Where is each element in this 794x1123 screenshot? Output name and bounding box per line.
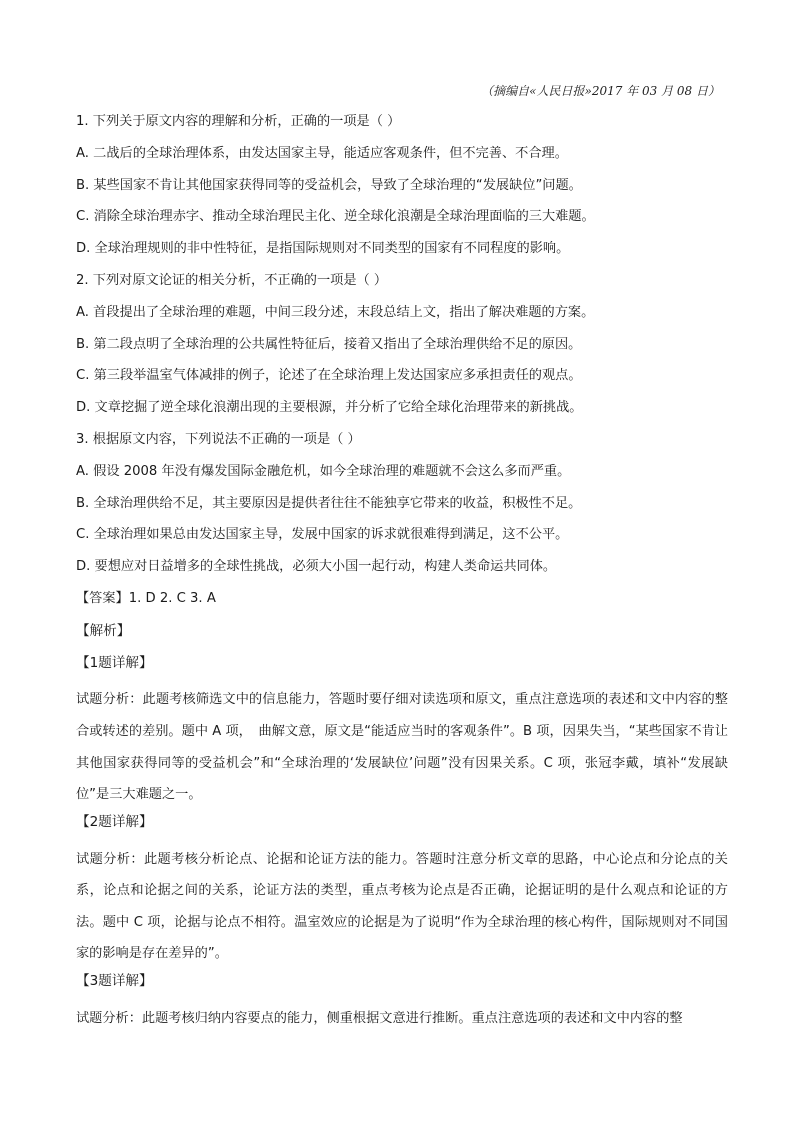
detail-heading: 【2题详解】 <box>76 813 153 830</box>
question-stem: 3. 根据原文内容，下列说法不正确的一项是（ ） <box>76 431 361 447</box>
detail-1 <box>76 653 728 811</box>
detail-heading: 【1题详解】 <box>76 654 153 671</box>
question-2 <box>76 271 728 418</box>
option-a: A. 二战后的全球治理体系，由发达国家主导，能适应客观条件，但不完善、不合理。 <box>76 145 568 161</box>
option-d: D. 文章挖掘了逆全球化浪潮出现的主要根源，并分析了它给全球化治理带来的新挑战。 <box>76 400 583 416</box>
answer-line: 【答案】1. D 2. C 3. A <box>76 590 216 606</box>
source-note: （摘编自«人民日报»2017 年 03 月 08 日） <box>481 84 720 98</box>
option-b: B. 某些国家不肯让其他国家获得同等的受益机会，导致了全球治理的“发展缺位”问题。 <box>76 177 582 193</box>
detail-text: 试题分析：此题考核分析论点、论据和论证方法的能力。答题时注意分析文章的思路，中心论点和分论点的关系，论点和论据之间的关系，论证方法的类型，重点考核为论点是否正确，论据证明的是什么观点和论证的方法。题中 C 项，论据与论点不相符。温室效应的论据是为了说明“作为全球治理的核心构件，国际规则对不同国家的影响是存在差异的”。 <box>76 851 728 962</box>
question-1 <box>76 112 728 259</box>
question-stem: 1. 下列关于原文内容的理解和分析，正确的一项是（ ） <box>76 114 401 129</box>
option-b: B. 第二段点明了全球治理的公共属性特征后，接着又指出了全球治理供给不足的原因。 <box>76 336 582 352</box>
option-c: C. 第三段举温室气体减排的例子，论述了在全球治理上发达国家应多承担责任的观点。 <box>76 368 582 384</box>
detail-heading: 【3题详解】 <box>76 972 153 989</box>
option-c: C. 消除全球治理赤字、推动全球治理民主化、逆全球化浪潮是全球治理面临的三大难题。 <box>76 209 595 225</box>
detail-text: 试题分析：此题考核筛选文中的信息能力，答题时要仔细对读选项和原文，重点注意选项的表述和文中内容的整合或转述的差别。题中 A 项， 曲解文意，原文是“能适应当时的客观条件”。B 项，因果失当，“某些国家不肯让其他国家获得同等的受益机会”和“全球治理的‘发展缺位’问题”没有因果关系。C 项，张冠李戴，填补“发展缺位”是三大难题之一。 <box>76 692 728 803</box>
question-3 <box>76 430 728 577</box>
detail-3 <box>76 971 728 1034</box>
analysis-heading: 【解析】 <box>76 622 131 639</box>
option-d: D. 全球治理规则的非中性特征，是指国际规则对不同类型的国家有不同程度的影响。 <box>76 241 570 257</box>
detail-text: 试题分析：此题考核归纳内容要点的能力，侧重根据文意进行推断。重点注意选项的表述和文中内容的整 <box>76 1010 683 1026</box>
option-c: C. 全球治理如果总由发达国家主导，发展中国家的诉求就很难得到满足，这不公平。 <box>76 527 569 543</box>
option-a: A. 首段提出了全球治理的难题，中间三段分述，末段总结上文，指出了解决难题的方案。 <box>76 304 595 320</box>
detail-2 <box>76 812 728 970</box>
document-content <box>76 112 728 1035</box>
option-b: B. 全球治理供给不足，其主要原因是提供者往往不能独享它带来的收益，积极性不足。 <box>76 495 582 511</box>
option-a: A. 假设 2008 年没有爆发国际金融危机，如今全球治理的难题就不会这么多而严重。 <box>76 463 571 479</box>
option-d: D. 要想应对日益增多的全球性挑战，必须大小国一起行动，构建人类命运共同体。 <box>76 559 557 575</box>
question-stem: 2. 下列对原文论证的相关分析，不正确的一项是（ ） <box>76 272 388 288</box>
